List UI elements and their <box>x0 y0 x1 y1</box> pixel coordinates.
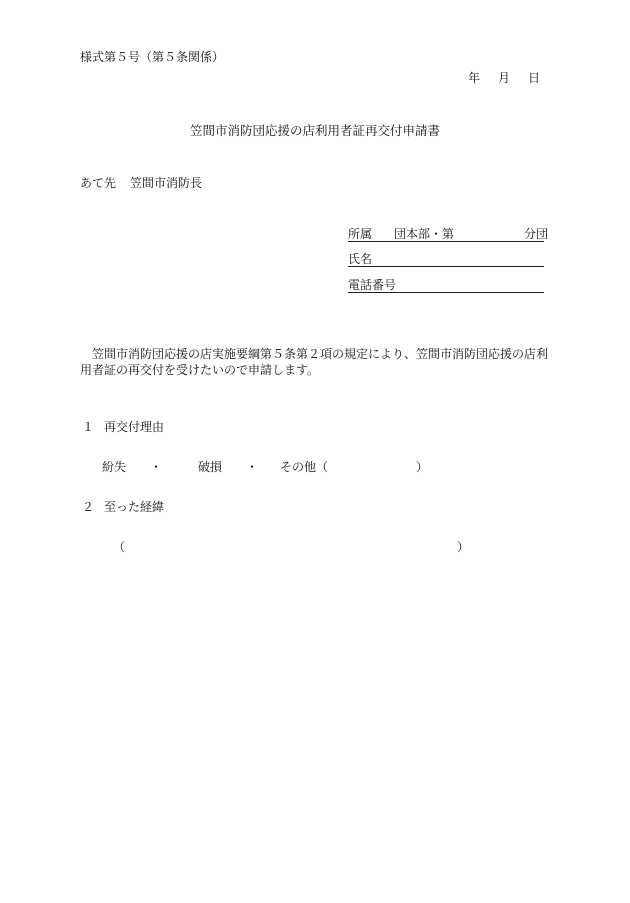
history-close-paren: ） <box>457 540 470 554</box>
reason-options-row <box>102 460 428 474</box>
affiliation-suffix: 分団 <box>524 227 549 241</box>
addressee-name: 笠間市消防長 <box>130 176 203 190</box>
section-2-number: ２ <box>82 500 95 514</box>
history-open-paren: （ <box>113 540 126 554</box>
phone-field[interactable] <box>348 278 544 293</box>
date-day-label: 日 <box>528 71 541 85</box>
affiliation-prefix: 団本部・第 <box>394 227 455 241</box>
section-1-number: １ <box>82 420 95 434</box>
history-field[interactable] <box>113 540 469 554</box>
document-title: 笠間市消防団応援の店利用者証再交付申請書 <box>189 123 440 138</box>
phone-label: 電話番号 <box>348 278 397 292</box>
reason-option-other[interactable]: その他（ <box>280 460 329 474</box>
section-1-title: 再交付理由 <box>104 420 165 434</box>
reason-option-lost[interactable]: 紛失 <box>102 460 127 474</box>
affiliation-field[interactable] <box>348 227 549 242</box>
affiliation-label: 所属 <box>348 227 373 241</box>
reason-option-damaged[interactable]: 破損 <box>198 460 223 474</box>
section-1-heading <box>82 420 164 434</box>
addressee <box>80 176 202 190</box>
reason-other-close-paren: ） <box>416 460 429 474</box>
date-year-label: 年 <box>468 71 481 85</box>
section-2-heading <box>82 500 164 514</box>
reason-separator: ・ <box>150 460 163 474</box>
name-field[interactable] <box>348 252 544 267</box>
section-2-title: 至った経緯 <box>104 500 165 514</box>
name-label: 氏名 <box>348 252 373 266</box>
date-line <box>468 71 540 85</box>
reason-separator: ・ <box>246 460 259 474</box>
body-paragraph: 笠間市消防団応援の店実施要綱第５条第２項の規定により、笠間市消防団応援の店利用者証の再交付を受けたいので申請します。 <box>80 347 549 377</box>
addressee-label: あて先 <box>80 176 117 190</box>
date-month-label: 月 <box>498 71 511 85</box>
form-number: 様式第５号（第５条関係） <box>80 50 225 64</box>
